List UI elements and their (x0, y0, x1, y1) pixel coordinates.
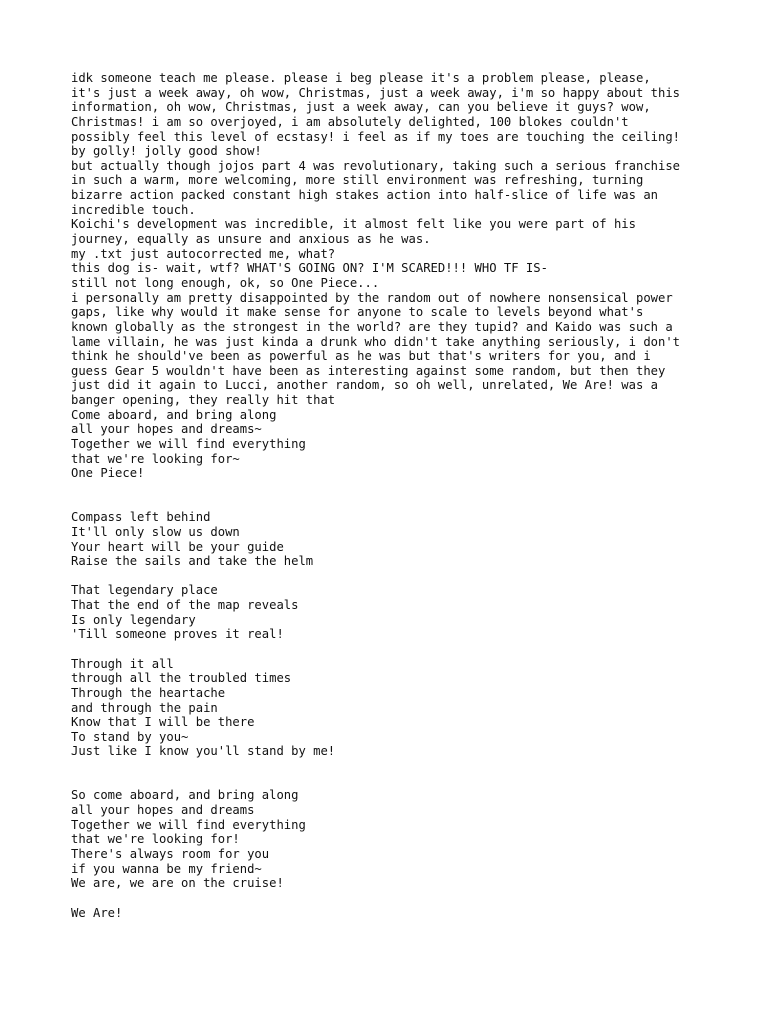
text-line: That legendary place (71, 583, 218, 598)
text-line: this dog is- wait, wtf? WHAT'S GOING ON? I'M SCARED!!! WHO TF IS- (71, 261, 548, 276)
text-line: 'Till someone proves it real! (71, 627, 284, 642)
text-line: One Piece! (71, 466, 145, 481)
text-line (71, 774, 711, 789)
text-line: information, oh wow, Christmas, just a week away, can you believe it guys? wow, (71, 100, 651, 115)
text-line (71, 569, 711, 584)
text-line: and through the pain (71, 700, 218, 715)
text-line: There's always room for you (71, 846, 270, 861)
text-line: known globally as the strongest in the world? are they tupid? and Kaido was such a (71, 319, 673, 334)
text-line: To stand by you~ (71, 729, 189, 744)
text-line: Come aboard, and bring along (71, 407, 277, 422)
text-line: banger opening, they really hit that (71, 393, 336, 408)
text-line: Together we will find everything (71, 817, 306, 832)
text-line (71, 759, 711, 774)
text-line: Through the heartache (71, 685, 226, 700)
document-lines (71, 71, 711, 920)
text-line: by golly! jolly good show! (71, 144, 262, 159)
text-line: through all the troubled times (71, 671, 292, 686)
text-line: all your hopes and dreams~ (71, 422, 262, 437)
text-line (71, 642, 711, 657)
text-line: it's just a week away, oh wow, Christmas, just a week away, i'm so happy about this (71, 85, 681, 100)
text-document (71, 71, 711, 920)
text-line: gaps, like why would it make sense for anyone to scale to levels beyond what's (71, 305, 644, 320)
text-line: that we're looking for~ (71, 451, 240, 466)
text-line: idk someone teach me please. please i beg please it's a problem please, please, (71, 71, 651, 85)
text-line: just did it again to Lucci, another random, so oh well, unrelated, We Are! was a (71, 378, 658, 393)
text-line: think he should've been as powerful as he was but that's writers for you, and i (71, 349, 651, 364)
text-line: if you wanna be my friend~ (71, 861, 262, 876)
text-line: So come aboard, and bring along (71, 788, 299, 803)
text-line: Together we will find everything (71, 437, 306, 452)
text-line: That the end of the map reveals (71, 598, 299, 613)
text-line: Is only legendary (71, 612, 196, 627)
text-line: We Are! (71, 905, 123, 920)
text-line: still not long enough, ok, so One Piece... (71, 275, 380, 290)
text-line: i personally am pretty disappointed by the random out of nowhere nonsensical power (71, 290, 673, 305)
text-line: incredible touch. (71, 202, 196, 217)
text-line: Compass left behind (71, 510, 211, 525)
text-line: all your hopes and dreams (71, 803, 255, 818)
text-line (71, 481, 711, 496)
text-line: Your heart will be your guide (71, 539, 284, 554)
text-line: my .txt just autocorrected me, what? (71, 246, 336, 261)
text-line: guess Gear 5 wouldn't have been as interesting against some random, but then they (71, 363, 666, 378)
text-line: It'll only slow us down (71, 524, 240, 539)
text-line: possibly feel this level of ecstasy! i feel as if my toes are touching the ceiling! (71, 129, 681, 144)
text-line: Just like I know you'll stand by me! (71, 744, 336, 759)
text-line: Through it all (71, 656, 174, 671)
text-line: but actually though jojos part 4 was revolutionary, taking such a serious franchise (71, 158, 681, 173)
text-line: We are, we are on the cruise! (71, 876, 284, 891)
text-line: Raise the sails and take the helm (71, 554, 314, 569)
text-line: that we're looking for! (71, 832, 240, 847)
text-line: bizarre action packed constant high stakes action into half-slice of life was an (71, 188, 658, 203)
text-line (71, 891, 711, 906)
text-line (71, 496, 711, 511)
text-line: lame villain, he was just kinda a drunk who didn't take anything seriously, i don't (71, 334, 681, 349)
text-line: in such a warm, more welcoming, more still environment was refreshing, turning (71, 173, 644, 188)
text-line: Christmas! i am so overjoyed, i am absolutely delighted, 100 blokes couldn't (71, 114, 629, 129)
text-line: journey, equally as unsure and anxious as he was. (71, 232, 431, 247)
text-line: Koichi's development was incredible, it almost felt like you were part of his (71, 217, 636, 232)
text-line: Know that I will be there (71, 715, 255, 730)
